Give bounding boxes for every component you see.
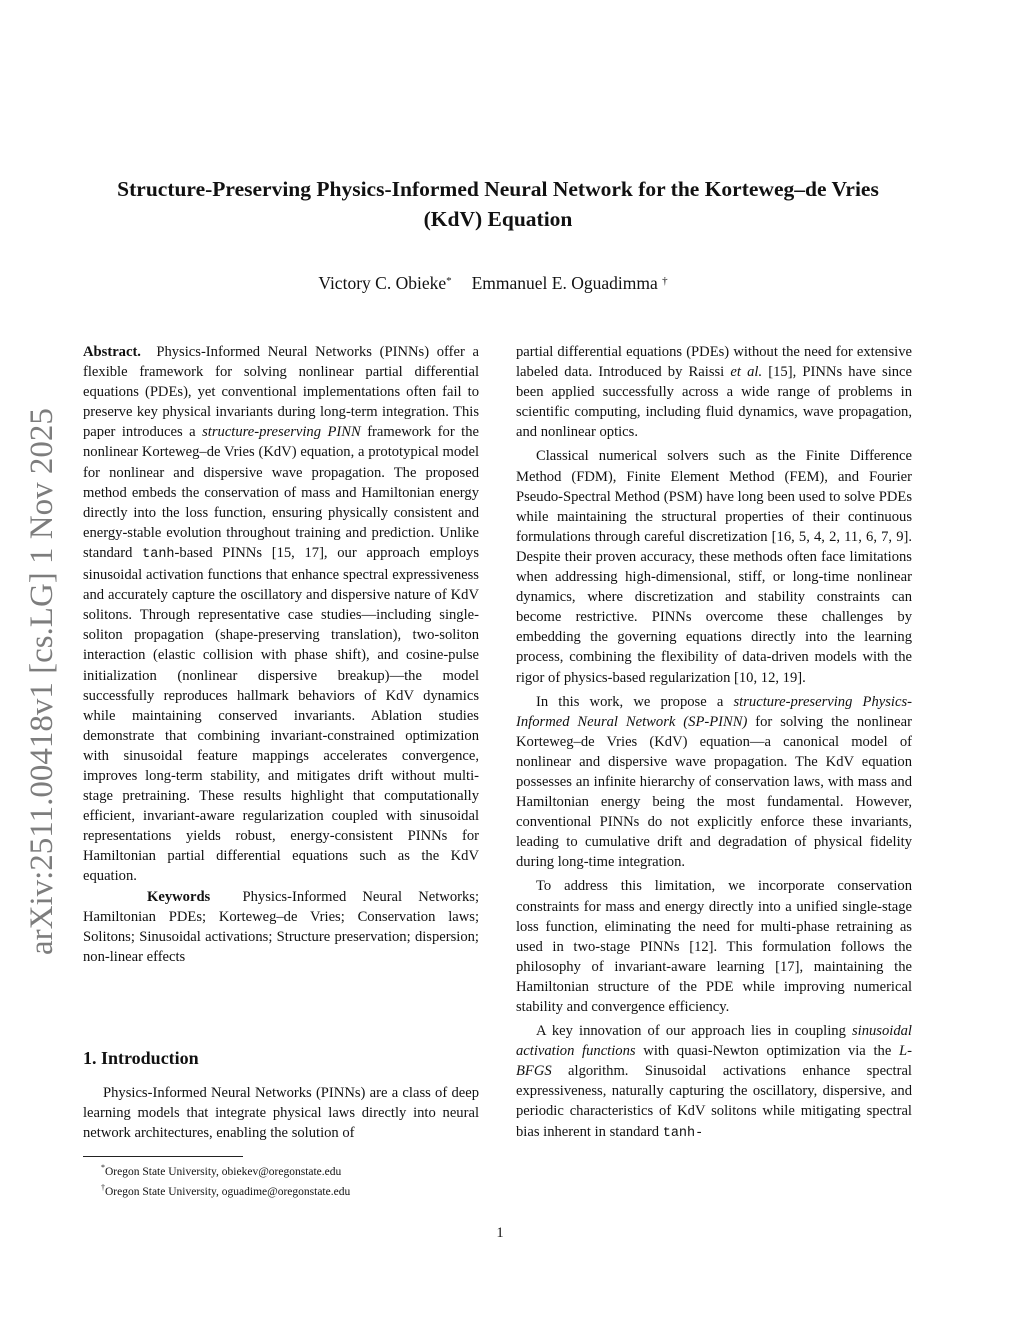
body-paragraph: To address this limitation, we incorporate conservation constraints for mass and energy directly into a unified single-stage loss function, eliminating the need for multi-phase retraining as used in two-stage PINNs [12]. This formulation follows the philosophy of invariant-aware learning [17], maintaining the Hamiltonian structure of the PDE while improving numerical stability and convergence efficiency. — [516, 878, 912, 1015]
body-paragraph: partial differential equations (PDEs) without the need for extensive labeled data. Introduced by Raissi et al. [15], PINNs have since been applied successfully across a wide range of problems in scientific computing, including fluid dynamics, wave propagation, and nonlinear optics. — [516, 344, 912, 441]
abstract-label: Abstract. — [83, 344, 141, 360]
page-number: 1 — [496, 1225, 504, 1241]
footnote: †Oregon State University, oguadime@oregonstate.edu — [101, 1182, 351, 1198]
keywords-label: Keywords — [147, 888, 211, 905]
body-paragraph: Classical numerical solvers such as the Finite Difference Method (FDM), Finite Element Method (FEM), and Fourier Pseudo-Spectral Method (PSM) have long been used to solve PDEs while maintaining the structural properties of their continuous formulations through careful discretization [16, 5, 4, 2, 11, 6, 7, 9]. Despite their proven accuracy, these methods often face limitations when addressing high-dimensional, stiff, or long-time nonlinear dynamics, where discretization and stability constraints can become restrictive. PINNs overcome these challenges by embedding the governing equations directly into the learning process, combining the flexibility of data-driven models with the rigor of physics-based regularization [10, 12, 19]. — [516, 448, 912, 686]
keywords: Keywords Physics-Informed Neural Networks; Hamiltonian PDEs; Korteweg–de Vries; Conservation laws; Solitons; Sinusoidal activations; Structure preservation; dispersion; non-linear effects — [83, 888, 480, 965]
body-paragraph: In this work, we propose a structure-preserving Physics-Informed Neural Network (SP-PINN) for solving the nonlinear Korteweg–de Vries (KdV) equation—a canonical model of nonlinear and dispersive wave propagation. The KdV equation possesses an infinite hierarchy of conservation laws, with mass and Hamiltonian energy being the most fundamental. However, conventional PINNs do not explicitly enforce these invariants, leading to cumulative drift and degradation of physical fidelity during long-time integration. — [516, 693, 912, 871]
intro-paragraph: Physics-Informed Neural Networks (PINNs) are a class of deep learning models that integrate physical laws directly into neural network architectures, enabling the solution of — [83, 1085, 479, 1142]
body-paragraph: A key innovation of our approach lies in coupling sinusoidal activation functions with quasi-Newton optimization via the L-BFGS algorithm. Sinusoidal activations enhance spectral expressiveness, naturally capturing the oscillatory, dispersive, and periodic characteristics of KdV solitons while mitigating spectral bias inherent in standard tanh- — [516, 1023, 912, 1141]
paper-title: Structure-Preserving Physics-Informed Neural Network for the Korteweg–de Vries (KdV) Equation — [117, 177, 879, 231]
author-footnote-mark: * — [446, 275, 452, 287]
footnote: *Oregon State University, obiekev@oregonstate.edu — [101, 1163, 342, 1178]
author-footnote-mark: † — [662, 275, 668, 287]
footnote-divider — [83, 1156, 243, 1157]
abstract: Abstract. Physics-Informed Neural Networks (PINNs) offer a flexible framework for solving nonlinear partial differential equations (PDEs), yet conventional implementations often fail to preserve key physical invariants during long-term integration. This paper introduces a structure-preserving PINN framework for the nonlinear Korteweg–de Vries (KdV) equation, a prototypical model for nonlinear and dispersive wave propagation. The proposed method embeds the conservation of mass and Hamiltonian energy directly into the loss function, ensuring physically consistent and energy-stable evolution throughout training and prediction. Unlike standard tanh-based PINNs [15, 17], our approach employs sinusoidal activation functions that enhance spectral expressiveness and accurately capture the oscillatory and dispersive nature of KdV solitons. Through representative case studies—including single-soliton propagation (shape-preserving translation), two-soliton interaction (elastic collision with phase shift), and cosine-pulse initialization (nonlinear dispersive breakup)—the model successfully reproduces hallmark behaviors of KdV dynamics while maintaining conserved invariants. Ablation studies demonstrate that combining invariant-constrained optimization with sinusoidal feature mappings accelerates convergence, improves long-term stability, and mitigates drift without multi-stage pretraining. These results highlight that computationally efficient, invariant-aware regularization coupled with sinusoidal representations yields robust, energy-consistent PINNs for Hamiltonian partial differential equations such as the KdV equation. — [83, 344, 480, 885]
author-name: Emmanuel E. Oguadimma — [471, 273, 658, 293]
author-name: Victory C. Obieke — [318, 273, 447, 293]
author-list — [90, 271, 896, 295]
right-column — [516, 342, 912, 1144]
left-column — [83, 342, 479, 967]
arxiv-identifier: arXiv:2511.00418v1 [cs.LG] 1 Nov 2025 — [24, 408, 60, 955]
footnotes — [83, 1160, 479, 1200]
section-heading: 1. Introduction — [83, 1048, 199, 1068]
